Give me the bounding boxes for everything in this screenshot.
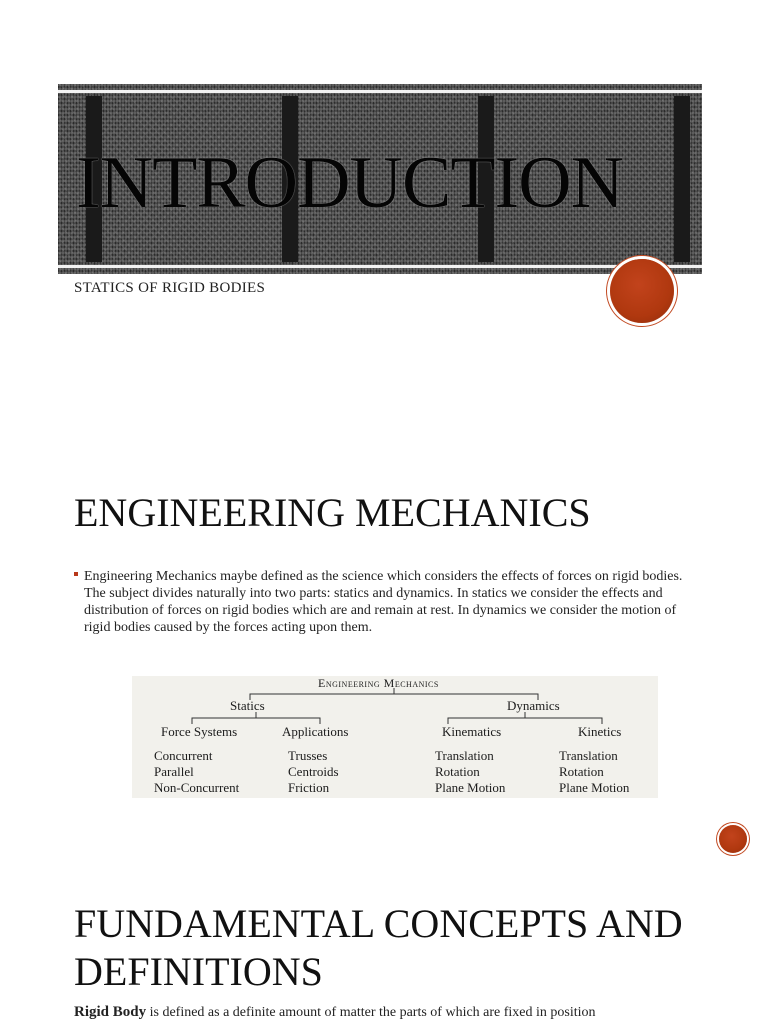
slide-fundamental-concepts — [0, 880, 768, 1024]
tree-kinetics-label: Kinetics — [578, 724, 622, 739]
tree-item: Rotation — [559, 764, 604, 779]
section-heading: ENGINEERING MECHANICS — [74, 490, 591, 535]
tree-root-label: Engineering Mechanics — [318, 676, 439, 690]
tree-item: Friction — [288, 780, 330, 795]
tree-item: Centroids — [288, 764, 339, 779]
decorative-circle — [610, 259, 674, 323]
slide-engineering-mechanics — [0, 428, 768, 858]
definition-term: Rigid Body — [74, 1004, 147, 1020]
bullet-text: Engineering Mechanics maybe defined as the science which considers the effects of forces on rigid bodies. The subject divides naturally into two parts: statics and dynamics. In statics we consider the effects and distribution of forces on rigid bodies which are and remain at rest. In dynamics we consider the motion of rigid bodies caused by the forces acting upon them. — [84, 569, 683, 635]
tree-kinematics-label: Kinematics — [442, 724, 502, 739]
tree-dynamics-label: Dynamics — [507, 698, 560, 713]
tree-applications-label: Applications — [282, 724, 349, 739]
tree-item: Plane Motion — [559, 780, 630, 795]
slide-subtitle: STATICS OF RIGID BODIES — [74, 280, 266, 296]
tree-item: Non-Concurrent — [154, 780, 240, 795]
definition-body: is defined as a definite amount of matter the parts of which are fixed in position — [146, 1005, 596, 1020]
tree-item: Translation — [559, 748, 618, 763]
bullet-paragraph — [74, 568, 694, 636]
section-heading: FUNDAMENTAL CONCEPTS AND DEFINITIONS — [74, 901, 683, 994]
decorative-circle — [719, 825, 747, 853]
tree-item: Trusses — [288, 748, 328, 763]
tree-item: Concurrent — [154, 748, 213, 763]
mechanics-tree-diagram — [132, 676, 658, 798]
tree-item: Plane Motion — [435, 780, 506, 795]
tree-item: Parallel — [154, 764, 194, 779]
slide-title: INTRODUCTION — [76, 142, 624, 224]
bullet-marker — [74, 572, 78, 576]
tree-force-systems-label: Force Systems — [161, 724, 238, 739]
tree-statics-label: Statics — [230, 698, 265, 713]
definition-text — [74, 1004, 714, 1021]
tree-item: Translation — [435, 748, 494, 763]
slide-introduction — [0, 0, 768, 390]
tree-item: Rotation — [435, 764, 480, 779]
